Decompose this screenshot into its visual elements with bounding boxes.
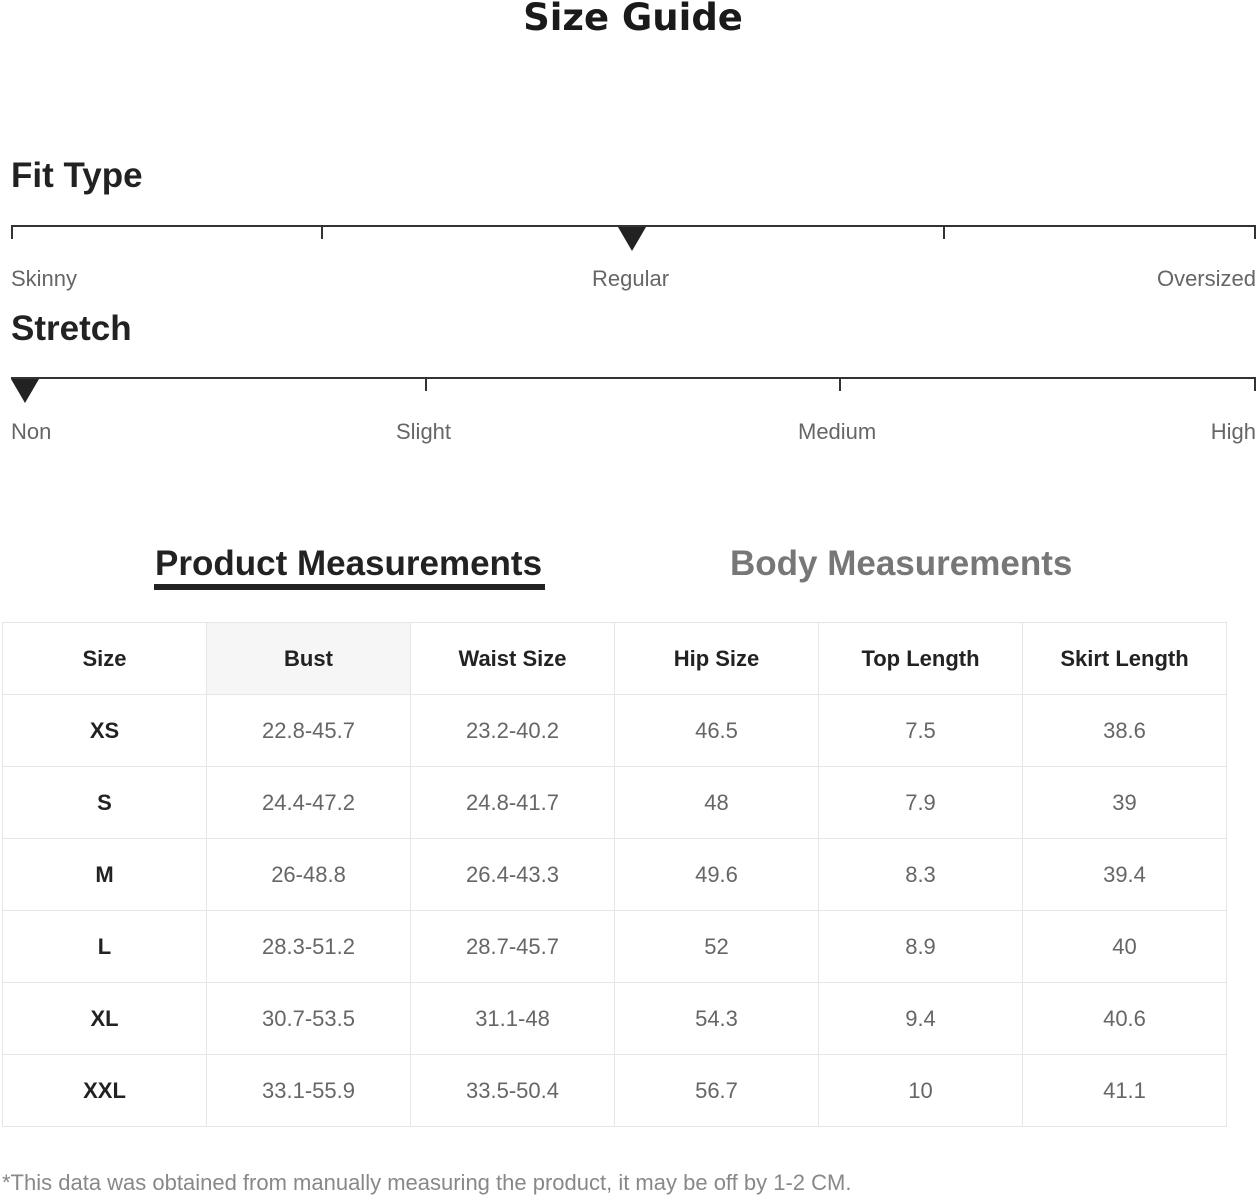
stretch-label-high: High [1210, 419, 1256, 444]
footnote: *This data was obtained from manually measuring the product, it may be off by 1-2 CM. [2, 1170, 852, 1195]
stretch-label-non: Non [11, 419, 52, 444]
bust-cell: 24.4-47.2 [207, 767, 411, 839]
top-length-cell: 8.9 [819, 911, 1023, 983]
skirt-length-cell: 40.6 [1023, 983, 1227, 1055]
top-length-cell: 7.9 [819, 767, 1023, 839]
tab-product-measurements[interactable]: Product Measurements [155, 544, 543, 583]
fit-type-marker-icon [618, 227, 646, 251]
column-header-top-length: Top Length [819, 623, 1023, 695]
size-cell: L [3, 911, 207, 983]
hip-cell: 56.7 [615, 1055, 819, 1127]
fit-type-heading: Fit Type [11, 156, 143, 195]
table-row [3, 695, 1227, 767]
hip-cell: 52 [615, 911, 819, 983]
size-cell: M [3, 839, 207, 911]
skirt-length-cell: 40 [1023, 911, 1227, 983]
fit-type-tick [943, 225, 945, 239]
waist-cell: 24.8-41.7 [411, 767, 615, 839]
waist-cell: 31.1-48 [411, 983, 615, 1055]
tab-body-measurements[interactable]: Body Measurements [730, 544, 1073, 583]
waist-cell: 23.2-40.2 [411, 695, 615, 767]
table-row [3, 839, 1227, 911]
column-header-skirt-length: Skirt Length [1023, 623, 1227, 695]
bust-cell: 22.8-45.7 [207, 695, 411, 767]
skirt-length-cell: 38.6 [1023, 695, 1227, 767]
fit-type-tick [321, 225, 323, 239]
skirt-length-cell: 41.1 [1023, 1055, 1227, 1127]
stretch-marker-icon [11, 379, 39, 403]
stretch-tick [425, 377, 427, 391]
column-header-hip-size: Hip Size [615, 623, 819, 695]
size-table [2, 622, 1227, 1127]
hip-cell: 46.5 [615, 695, 819, 767]
bust-cell: 30.7-53.5 [207, 983, 411, 1055]
waist-cell: 33.5-50.4 [411, 1055, 615, 1127]
hip-cell: 48 [615, 767, 819, 839]
page-title: Size Guide [523, 0, 743, 39]
top-length-cell: 9.4 [819, 983, 1023, 1055]
size-cell: XXL [3, 1055, 207, 1127]
table-row [3, 911, 1227, 983]
skirt-length-cell: 39 [1023, 767, 1227, 839]
stretch-heading: Stretch [11, 309, 132, 348]
table-row [3, 1055, 1227, 1127]
size-cell: XL [3, 983, 207, 1055]
stretch-tick [839, 377, 841, 391]
stretch-scale-line [11, 377, 1256, 379]
bust-cell: 28.3-51.2 [207, 911, 411, 983]
stretch-tick [1254, 377, 1256, 391]
top-length-cell: 10 [819, 1055, 1023, 1127]
fit-label-regular: Regular [592, 266, 670, 291]
skirt-length-cell: 39.4 [1023, 839, 1227, 911]
bust-cell: 33.1-55.9 [207, 1055, 411, 1127]
fit-label-oversized: Oversized [1156, 266, 1256, 291]
hip-cell: 54.3 [615, 983, 819, 1055]
waist-cell: 28.7-45.7 [411, 911, 615, 983]
fit-type-tick [11, 225, 13, 239]
size-cell: S [3, 767, 207, 839]
top-length-cell: 8.3 [819, 839, 1023, 911]
fit-type-tick [1254, 225, 1256, 239]
fit-label-skinny: Skinny [11, 266, 78, 291]
column-header-size: Size [3, 623, 207, 695]
table-row [3, 983, 1227, 1055]
waist-cell: 26.4-43.3 [411, 839, 615, 911]
bust-cell: 26-48.8 [207, 839, 411, 911]
top-length-cell: 7.5 [819, 695, 1023, 767]
stretch-label-medium: Medium [798, 419, 877, 444]
stretch-label-slight: Slight [396, 419, 452, 444]
size-cell: XS [3, 695, 207, 767]
active-tab-underline [154, 584, 545, 590]
column-header-bust: Bust [207, 623, 411, 695]
hip-cell: 49.6 [615, 839, 819, 911]
column-header-waist-size: Waist Size [411, 623, 615, 695]
table-header-row [3, 623, 1227, 695]
table-row [3, 767, 1227, 839]
